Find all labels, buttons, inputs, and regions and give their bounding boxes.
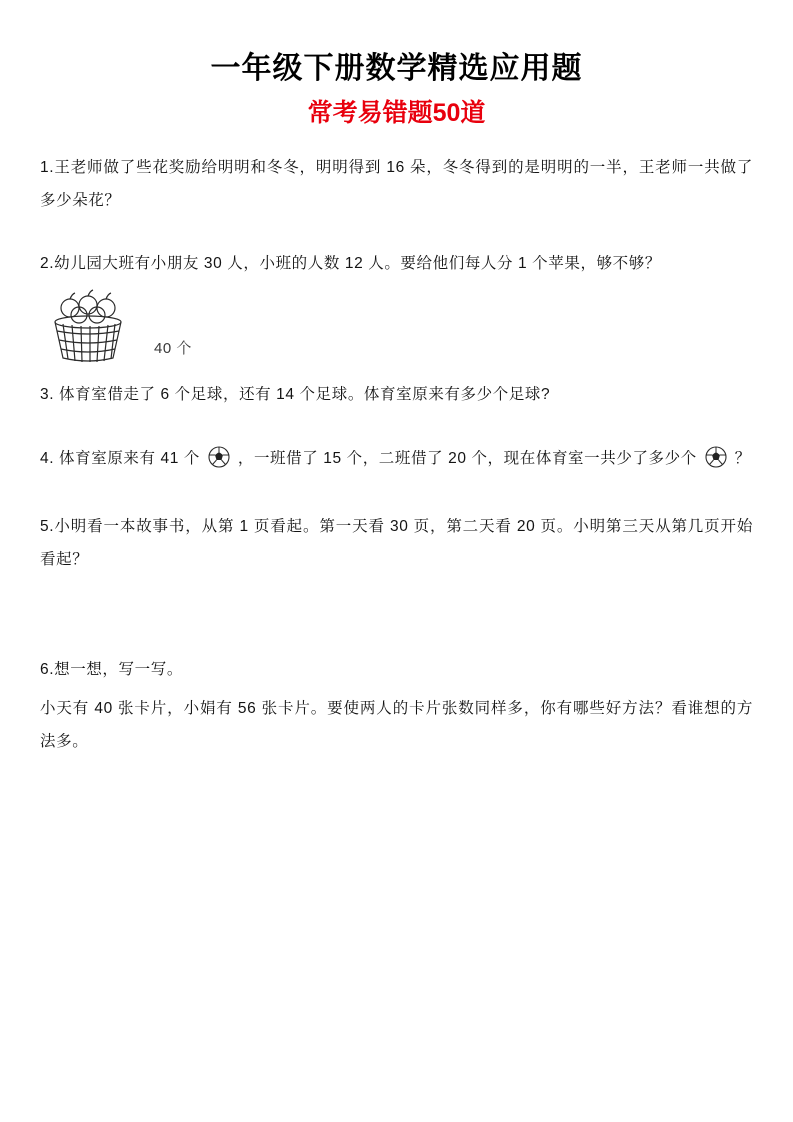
- question-1: 1.王老师做了些花奖励给明明和冬冬，明明得到 16 朵，冬冬得到的是明明的一半，王老师一共做了多少朵花？: [40, 158, 753, 209]
- apple-basket-caption: 40 个: [154, 340, 192, 358]
- page-subtitle: 常考易错题50道: [307, 99, 486, 127]
- question-3: 3. 体育室借走了 6 个足球，还有 14 个足球。体育室原来有多少个足球?: [40, 386, 551, 404]
- page-title: 一年级下册数学精选应用题: [210, 52, 583, 85]
- question-4-text-part-1: 4. 体育室原来有 41 个: [40, 449, 200, 467]
- apple-basket-illustration: [44, 286, 753, 364]
- question-4-text-part-3: ？: [734, 449, 751, 467]
- question-5: 5.小明看一本故事书，从第 1 页看起。第一天看 30 页，第二天看 20 页。小明第三天从第几页开始看起？: [40, 518, 753, 569]
- question-6-line-1: 6.想一想，写一写。: [40, 660, 183, 678]
- question-6-line-2: 小天有 40 张卡片，小娟有 56 张卡片。要使两人的卡片张数同样多，你有哪些好方法？看谁想的方法多。: [40, 700, 753, 751]
- soccer-ball-icon: [705, 446, 727, 480]
- apple-basket-icon: [44, 286, 140, 364]
- spacer: [40, 607, 753, 653]
- question-4: [40, 442, 753, 480]
- question-2: 2.幼儿园大班有小朋友 30 人，小班的人数 12 人。要给他们每人分 1 个苹果，够不够？: [40, 255, 661, 273]
- question-4-text-part-2: ，一班借了 15 个，二班借了 20 个，现在体育室一共少了多少个: [237, 449, 697, 467]
- questions-container: [40, 151, 753, 759]
- soccer-ball-icon: [208, 446, 230, 480]
